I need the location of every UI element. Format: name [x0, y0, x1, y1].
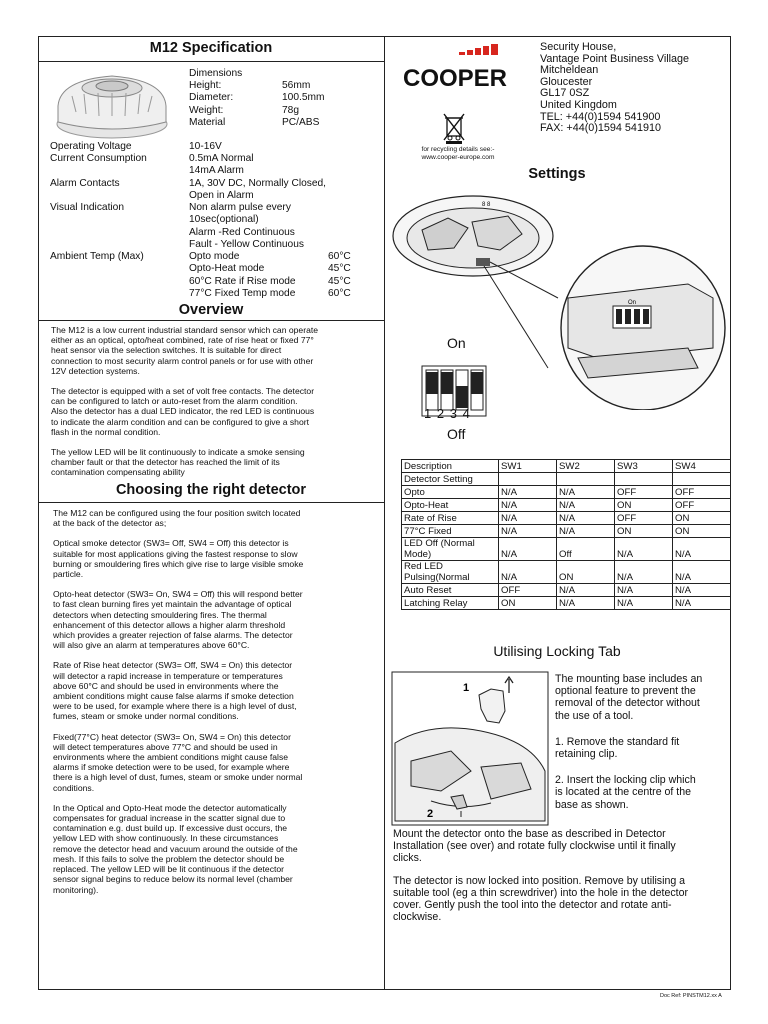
overview-title: Overview	[178, 302, 244, 318]
overview-body	[51, 325, 381, 488]
switch-number: 2	[436, 406, 445, 421]
cooper-logo	[403, 42, 513, 92]
table-cell: N/A	[499, 486, 557, 499]
table-cell: ON	[499, 597, 557, 610]
table-cell	[499, 473, 557, 486]
table-cell: LED Off (Normal Mode)	[402, 538, 499, 561]
ambient-mode: Opto mode	[189, 251, 240, 262]
dimension-label: Diameter:	[189, 92, 234, 104]
table-row	[402, 486, 731, 499]
table-cell: N/A	[673, 561, 731, 584]
ambient-label: Ambient Temp (Max)	[50, 251, 144, 262]
choosing-paragraph: Opto-heat detector (SW3= On, SW4 = Off) this will respond better to fast clean burning fires yet maintain the advantage of optical detectors when detecting smouldering fires. The thermal enhancement of this detector allows a higher alarm threshold which provides a greater rejection of false alarms. The detector will also give an alarm at temperatures above 60°C.	[53, 589, 303, 651]
locking-title: Utilising Locking Tab	[493, 643, 621, 659]
table-cell: Opto	[402, 486, 499, 499]
table-cell: Opto-Heat	[402, 499, 499, 512]
table-row	[402, 499, 731, 512]
spec-title: M12 Specification	[149, 40, 273, 56]
overview-paragraph: The M12 is a low current industrial standard sensor which can operate either as an optical, opto/heat combined, rate of rise heat or fixed 77° heat sensor via the selection switches. It is suitable for direct connection to most security alarm control panels or for use with other 12V detection systems.	[51, 325, 319, 376]
table-cell: ON	[673, 512, 731, 525]
company-address: Security House, Vantage Point Business Village Mitcheldean Gloucester GL17 0SZ United Kingdom TEL: +44(0)1594 541900 FAX: +44(0)1594 541910	[540, 41, 690, 135]
spec-label: Current Consumption	[50, 153, 147, 164]
table-cell: Rate of Rise	[402, 512, 499, 525]
table-cell: Detector Setting	[402, 473, 499, 486]
table-cell: N/A	[615, 561, 673, 584]
dimension-value: PC/ABS	[282, 116, 320, 128]
locking-side-paragraph: The mounting base includes an optional feature to prevent the removal of the detector without the use of a tool.	[555, 673, 703, 722]
dimension-value: 78g	[282, 104, 299, 116]
zoom-on-label: On	[628, 300, 637, 306]
choosing-title: Choosing the right detector	[115, 482, 307, 498]
table-cell: N/A	[499, 538, 557, 561]
ambient-temp: 45°C	[328, 263, 351, 275]
table-cell: ON	[673, 525, 731, 538]
callout-1: 1	[463, 682, 470, 694]
table-cell: N/A	[557, 486, 615, 499]
table-cell: N/A	[557, 499, 615, 512]
table-cell	[557, 473, 615, 486]
callout-2: 2	[427, 808, 434, 820]
table-header-cell: Description	[402, 460, 499, 473]
table-row	[402, 561, 731, 584]
table-cell: OFF	[615, 486, 673, 499]
spec-label: Visual Indication	[50, 202, 125, 213]
divider	[38, 320, 384, 321]
table-header-cell: SW4	[673, 460, 731, 473]
table-header-cell: SW3	[615, 460, 673, 473]
weee-bin-icon	[442, 112, 466, 144]
table-cell	[673, 473, 731, 486]
choosing-paragraph: Fixed(77°C) heat detector (SW3= On, SW4 = On) this detector will detect temperatures above 77°C and should be used in environments where the ambient conditions might cause false alarms if smoke detection were to be used, for example where there is a high level of dust, fumes, steam or smoke under normal conditions.	[53, 731, 303, 793]
table-cell: N/A	[673, 584, 731, 597]
table-cell: ON	[557, 561, 615, 584]
dimension-value: 56mm	[282, 80, 311, 91]
table-row	[402, 597, 731, 610]
doc-ref: Doc Ref: PINSTM12.xx A	[660, 993, 722, 999]
locking-side-paragraph: 2. Insert the locking clip which is located at the centre of the base as shown.	[555, 774, 696, 811]
table-cell	[615, 473, 673, 486]
table-cell: Latching Relay	[402, 597, 499, 610]
choosing-paragraph: The M12 can be configured using the four position switch located at the back of the detector as;	[53, 508, 301, 529]
spec-label: Operating Voltage	[50, 141, 132, 152]
svg-text:8 8: 8 8	[482, 202, 491, 208]
locking-paragraph: Mount the detector onto the base as described in Detector Installation (see over) and rotate fully clockwise until it finally clicks.	[393, 828, 676, 865]
table-cell: N/A	[557, 512, 615, 525]
table-cell: N/A	[557, 597, 615, 610]
ambient-temp: 45°C	[328, 275, 351, 287]
divider	[38, 502, 384, 503]
choosing-paragraph: In the Optical and Opto-Heat mode the detector automatically compensates for gradual increase in the scatter signal due to contamination e.g. dust build up. If excessive dust occurs, the yellow LED with show continuously. In these circumstances remove the detector head and vacuum around the outside of the mesh. If this fails to solve the problem the detector should be replaced. The yellow LED will be lit continuous if the detector sensor signal begins to reduce below its normal level (chamber monitoring).	[53, 802, 298, 895]
switch-number: 4	[462, 406, 470, 421]
choosing-paragraph: Rate of Rise heat detector (SW3= Off, SW4 = On) this detector will detector a rapid increase in temperature or temperatures above 60°C and should be used in environments where the ambient conditions might cause false alarms if smoke detection were to be used, for example where there is a high level of dust, fumes, steam or smoke under normal conditions.	[53, 660, 297, 722]
switch-number: 3	[449, 406, 457, 421]
table-cell: OFF	[499, 584, 557, 597]
spec-value: 1A, 30V DC, Normally Closed, Open in Alarm	[189, 178, 327, 202]
switch-on-label: On	[447, 335, 466, 351]
detector-image	[52, 66, 172, 142]
table-cell: N/A	[673, 597, 731, 610]
ambient-temp: 60°C	[328, 251, 351, 262]
ambient-mode: Opto-Heat mode	[189, 263, 265, 275]
table-cell: Auto Reset	[402, 584, 499, 597]
spec-label: Alarm Contacts	[50, 178, 120, 189]
table-cell: 77°C Fixed	[402, 525, 499, 538]
table-cell: ON	[615, 499, 673, 512]
divider	[38, 61, 384, 62]
table-cell: OFF	[615, 512, 673, 525]
table-cell: ON	[615, 525, 673, 538]
dimension-value: 100.5mm	[282, 92, 325, 104]
table-cell: N/A	[499, 525, 557, 538]
table-header-cell: SW1	[499, 460, 557, 473]
table-row	[402, 584, 731, 597]
locking-paragraph: The detector is now locked into position. Remove by utilising a suitable tool (eg a thin screwdriver) into the hole in the detector cover. Gently push the tool into the detector and rotate anti- clockwise.	[393, 874, 689, 924]
locking-side-text	[555, 673, 727, 821]
switch-numbers	[424, 406, 470, 421]
switch-number: 1	[424, 406, 432, 421]
dimension-label: Height:	[189, 80, 222, 91]
ambient-mode: 60°C Rate if Rise mode	[189, 275, 296, 287]
locking-side-paragraph: 1. Remove the standard fit retaining clip.	[555, 735, 680, 761]
locking-clip-illustration	[391, 671, 549, 826]
dimensions-label: Dimensions	[189, 68, 243, 79]
table-cell: Off	[557, 538, 615, 561]
dimension-label: Material	[189, 116, 226, 128]
table-row	[402, 473, 731, 486]
ambient-mode: 77°C Fixed Temp mode	[189, 287, 296, 299]
settings-title: Settings	[528, 166, 586, 182]
spec-value: 10-16V	[189, 141, 222, 152]
table-cell: N/A	[499, 512, 557, 525]
table-header-cell: SW2	[557, 460, 615, 473]
table-header-row	[402, 460, 731, 473]
table-row	[402, 538, 731, 561]
table-cell: N/A	[557, 584, 615, 597]
logo-text: COOPER	[403, 65, 508, 92]
table-cell: OFF	[673, 499, 731, 512]
switch-off-label: Off	[447, 426, 466, 442]
overview-paragraph: The yellow LED will be lit continuously to indicate a smoke sensing chamber fault or that the detector has reached the limit of its contamination compensating ability	[51, 447, 305, 478]
table-cell: N/A	[499, 499, 557, 512]
switch-settings-table	[401, 459, 731, 610]
spec-value: 0.5mA Normal 14mA Alarm	[189, 153, 254, 177]
table-cell: N/A	[673, 538, 731, 561]
overview-paragraph: The detector is equipped with a set of volt free contacts. The detector can be configured to latch or auto-reset from the alarm condition. Also the detector has a dual LED indicator, the red LED is continuous to indicate the alarm condition and can be configured to give a short flash in the normal condition.	[51, 386, 315, 437]
spec-value: Non alarm pulse every 10sec(optional) Alarm -Red Continuous Fault - Yellow Continuous	[189, 202, 304, 250]
table-cell: N/A	[615, 584, 673, 597]
table-cell: N/A	[499, 561, 557, 584]
table-row	[402, 525, 731, 538]
table-cell: N/A	[557, 525, 615, 538]
table-cell: N/A	[615, 538, 673, 561]
locking-body	[393, 828, 728, 933]
choosing-paragraph: Optical smoke detector (SW3= Off, SW4 = Off) this detector is suitable for most applications giving the fastest response to slow burning or smouldering fires which give rise to large visible smoke particle.	[53, 538, 304, 580]
ambient-temp: 60°C	[328, 287, 351, 299]
dimension-label: Weight:	[189, 104, 224, 116]
choosing-body	[53, 508, 383, 905]
table-row	[402, 512, 731, 525]
table-cell: N/A	[615, 597, 673, 610]
table-cell: OFF	[673, 486, 731, 499]
recycling-note: for recycling details see:- www.cooper-europe.com	[421, 146, 495, 161]
table-cell: Red LED Pulsing(Normal	[402, 561, 499, 584]
